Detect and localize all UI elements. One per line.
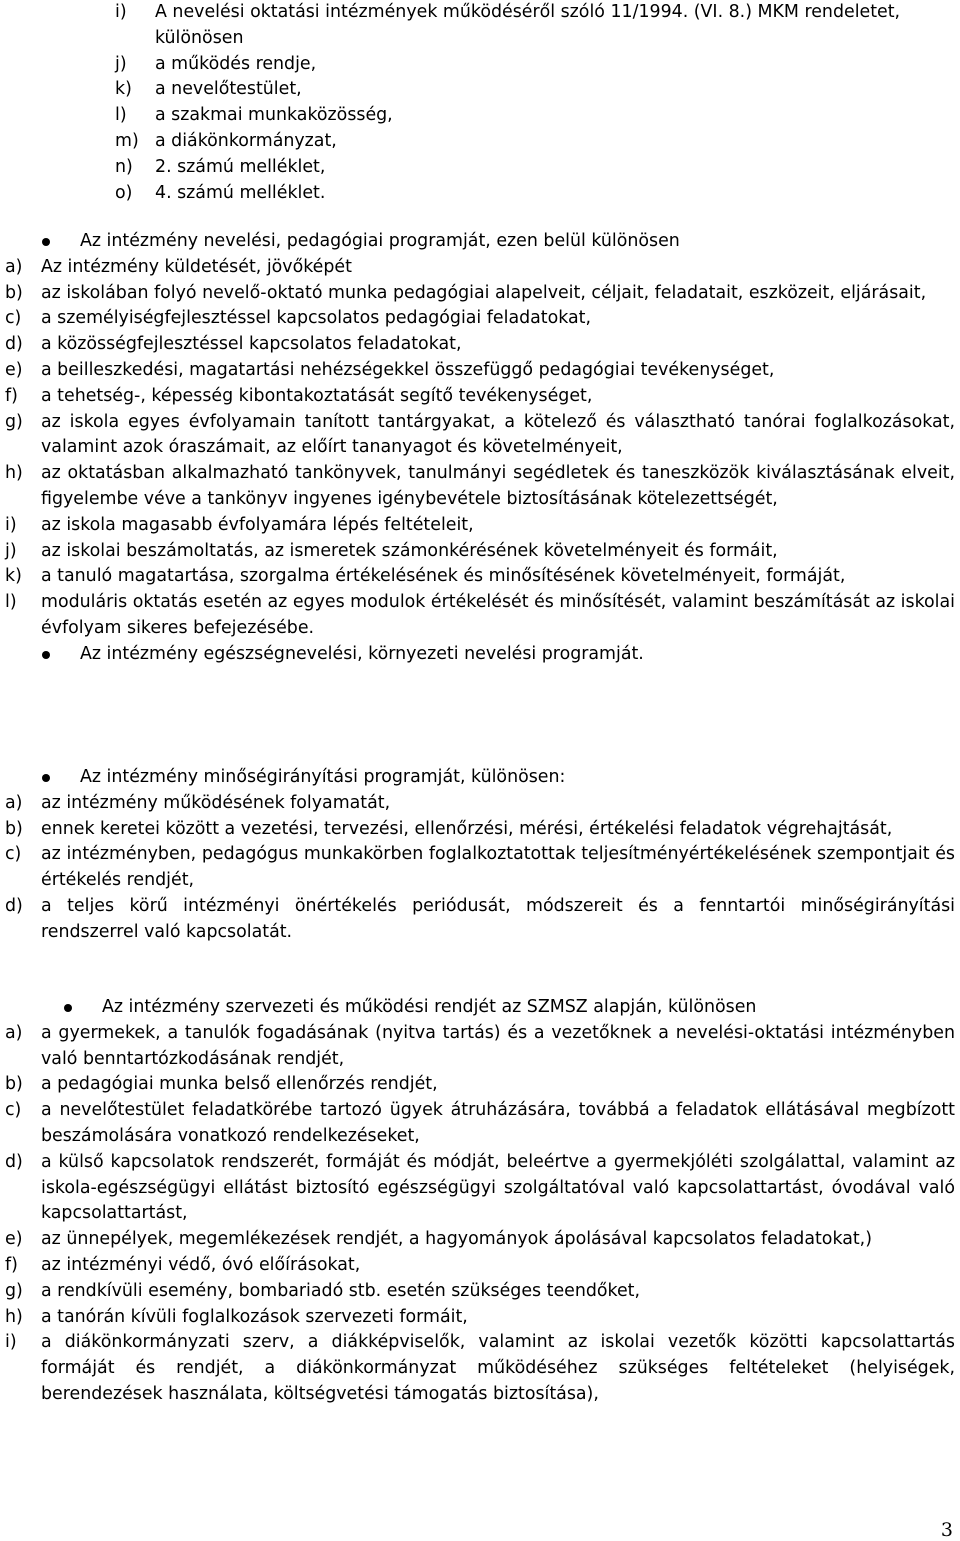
item-text: a tanórán kívüli foglalkozások szervezeti formáit, [41,1306,468,1327]
item-text: a diákönkormányzati szerv, a diákképviselők, valamint az iskolai vezetők közötti kapcsolattartás formáját és rendjét, a diákönkormányzat működéséhez szükséges feltételeket (helyiségek, berendezések használata, költségvetési támogatás biztosítása), [41,1332,955,1404]
list-item [0,791,960,817]
list-item [0,410,960,462]
item-label: a) [5,1022,23,1043]
item-label: e) [5,359,23,380]
item-text: Az intézmény küldetését, jövőképét [41,256,352,277]
item-text: a gyermekek, a tanulók fogadásának (nyitva tartás) és a vezetőknek a nevelési-oktatási intézményben való benntartózkodásának rendjét, [41,1022,955,1069]
item-label: c) [5,844,22,865]
item-label: k) [5,566,22,587]
item-text: az intézményben, pedagógus munkakörben foglalkoztatottak teljesítményértékelésének szempontjait és értékelés rendjét, [41,844,955,891]
item-text: A nevelési oktatási intézmények működéséről szóló 11/1994. (VI. 8.) MKM rendeletet, különösen [155,2,901,48]
intro-item [0,103,960,129]
intro-item [0,155,960,181]
intro-item [0,129,960,155]
section-heading: Az intézmény nevelési, pedagógiai programját, ezen belül különösen [80,231,680,251]
item-label: d) [5,895,23,916]
item-label: b) [5,282,23,303]
list-item [0,255,960,281]
list-item [0,539,960,565]
item-label: j) [115,53,127,74]
item-text: a nevelőtestület feladatkörébe tartozó ügyek átruházására, továbbá a feladatok ellátásával megbízott beszámolására vonatkozó rendelkezéseket, [41,1100,955,1146]
item-label: e) [5,1229,23,1250]
item-text: az oktatásban alkalmazható tankönyvek, tanulmányi segédletek és taneszközök kiválasztásának elveit, figyelembe véve a tankönyv ingyenes igénybevétele biztosításának kötelezettségét, [41,463,955,509]
item-text: a tanuló magatartása, szorgalma értékelésének és minősítésének követelményeit, formáját, [41,566,846,587]
list-item [0,358,960,384]
page-number: 3 [940,1519,953,1541]
program-heading [0,229,960,255]
item-label: i) [5,514,17,535]
item-label: o) [115,182,133,203]
item-label: c) [5,1100,22,1121]
health-program-bullet [0,642,960,668]
item-label: b) [5,818,23,839]
item-label: g) [5,1280,23,1301]
list-item [0,513,960,539]
list-item [0,1150,960,1227]
szmsz-heading [0,995,960,1021]
item-label: a) [5,256,23,277]
item-text: a pedagógiai munka belső ellenőrzés rendjét, [41,1074,438,1095]
intro-list [0,0,960,206]
bullet-icon [42,774,50,782]
item-text: a diákönkormányzat, [155,130,337,151]
list-item [0,281,960,307]
intro-item [0,77,960,103]
item-text: a szakmai munkaközösség, [155,105,393,126]
item-text: a rendkívüli esemény, bombariadó stb. esetén szükséges teendőket, [41,1280,641,1301]
item-text: a nevelőtestület, [155,79,302,100]
list-item [0,384,960,410]
intro-item [0,181,960,207]
item-text: az iskolában folyó nevelő-oktató munka pedagógiai alapelveit, céljait, feladatait, eszközeit, eljárásait, [41,282,927,303]
item-label: n) [115,156,133,177]
list-item [0,1227,960,1253]
quality-heading [0,765,960,791]
item-text: ennek keretei között a vezetési, tervezési, ellenőrzési, mérési, értékelési feladatok végrehajtását, [41,818,893,839]
intro-item [0,52,960,78]
item-text: a beilleszkedési, magatartási nehézségekkel összefüggő pedagógiai tevékenységet, [41,359,775,380]
item-label: d) [5,334,23,355]
item-label: i) [115,2,127,22]
bullet-icon [42,651,50,659]
item-text: a személyiségfejlesztéssel kapcsolatos pedagógiai feladatokat, [41,308,592,329]
item-label: h) [5,1306,23,1327]
program-section [0,229,960,668]
item-label: m) [115,130,139,151]
item-text: az iskola magasabb évfolyamára lépés feltételeit, [41,514,474,535]
bullet-icon [42,238,50,246]
item-text: a külső kapcsolatok rendszerét, formáját és módját, beleértve a gyermekjóléti szolgálattal, valamint az iskola-egészségügyi ellátást biztosító egészségügyi szolgáltatóval való kapcsolattartást, óvodával való kapcsolattartást, [41,1151,955,1224]
item-text: az iskola egyes évfolyamain tanított tantárgyakat, a kötelező és választható tanórai foglalkozásokat, valamint azok óraszámait, az előírt tananyagot és követelményeit, [41,411,955,458]
quality-section [0,765,960,946]
bullet-text: Az intézmény egészségnevelési, környezeti nevelési programját. [80,643,644,664]
section-heading: Az intézmény minőségirányítási programját, különösen: [80,767,566,787]
list-item [0,1098,960,1150]
szmsz-section [0,995,960,1408]
section-heading: Az intézmény szervezeti és működési rendjét az SZMSZ alapján, különösen [102,997,757,1017]
item-label: d) [5,1151,23,1172]
item-text: az intézményi védő, óvó előírásokat, [41,1254,361,1275]
list-item [0,1330,960,1407]
item-text: az intézmény működésének folyamatát, [41,792,391,813]
list-item [0,1305,960,1331]
item-label: f) [5,385,18,406]
list-item [0,1072,960,1098]
list-item [0,590,960,642]
item-text: 2. számú melléklet, [155,156,326,177]
item-label: k) [115,79,132,100]
list-item [0,564,960,590]
list-item [0,817,960,843]
list-item [0,461,960,513]
list-item [0,1253,960,1279]
item-text: az ünnepélyek, megemlékezések rendjét, a hagyományok ápolásával kapcsolatos feladatokat,) [41,1229,872,1250]
intro-item [0,0,960,52]
item-label: i) [5,1332,17,1353]
item-label: g) [5,411,23,432]
item-label: b) [5,1074,23,1095]
item-label: j) [5,540,17,561]
item-text: a működés rendje, [155,53,317,74]
item-text: a tehetség-, képesség kibontakoztatását segítő tevékenységet, [41,385,593,406]
item-text: moduláris oktatás esetén az egyes modulok értékelését és minősítését, valamint beszámítását az iskolai évfolyam sikeres befejezésébe. [41,592,955,638]
item-label: l) [115,105,127,126]
item-text: 4. számú melléklet. [155,182,326,203]
list-item [0,842,960,894]
list-item [0,1279,960,1305]
item-label: c) [5,308,22,329]
item-text: az iskolai beszámoltatás, az ismeretek számonkérésének követelményeit és formáit, [41,540,778,561]
item-label: h) [5,463,23,484]
list-item [0,306,960,332]
item-label: a) [5,792,23,813]
list-item [0,332,960,358]
list-item [0,894,960,946]
item-label: f) [5,1254,18,1275]
bullet-icon [64,1004,72,1012]
item-text: a teljes körű intézményi önértékelés periódusát, módszereit és a fenntartói minőségirányítási rendszerrel való kapcsolatát. [41,895,955,942]
item-label: l) [5,592,17,613]
item-text: a közösségfejlesztéssel kapcsolatos feladatokat, [41,334,462,355]
list-item [0,1021,960,1073]
